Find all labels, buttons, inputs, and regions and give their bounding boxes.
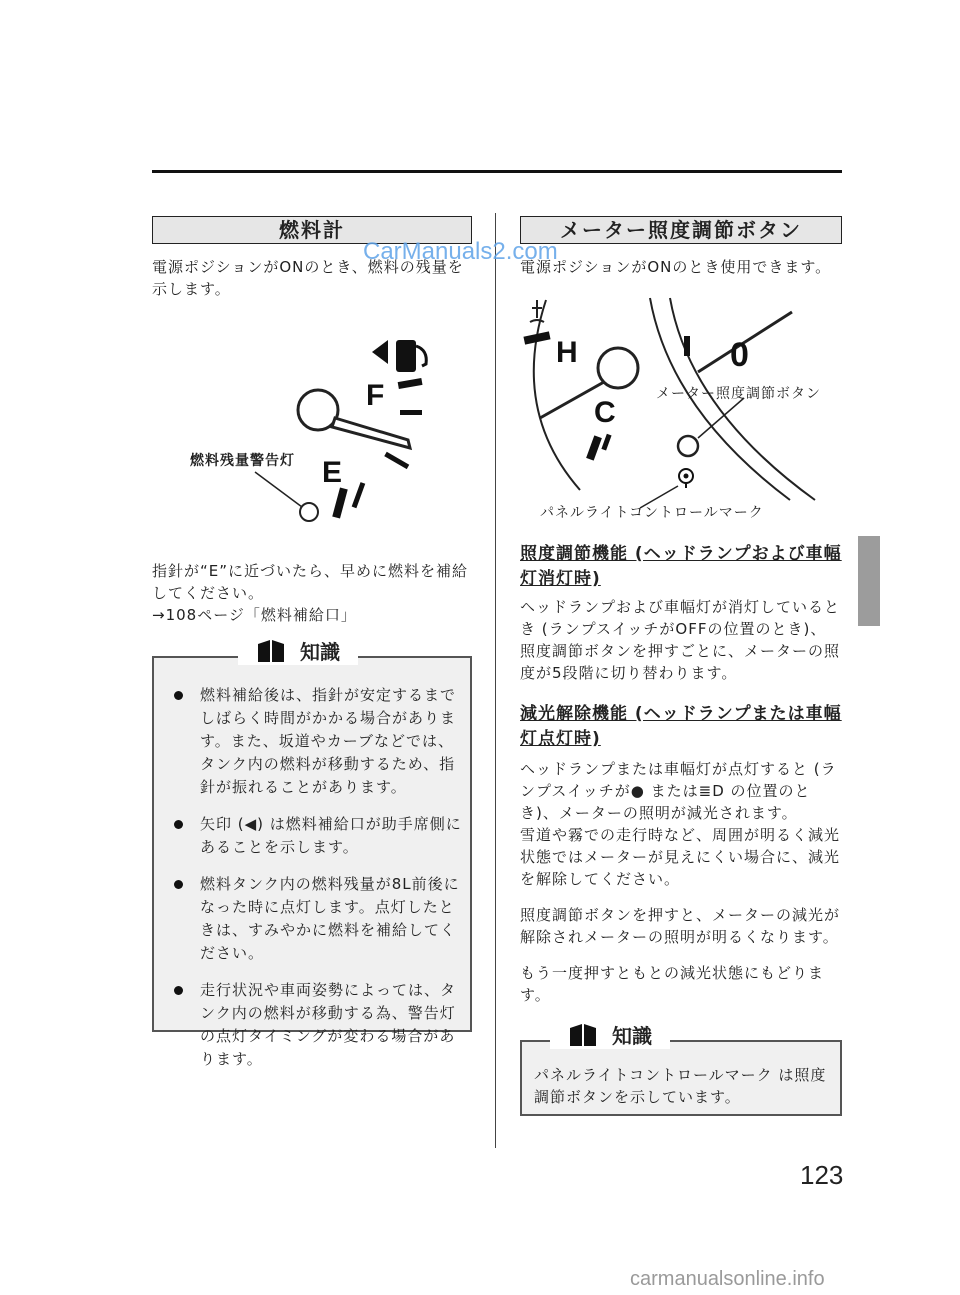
book-icon [256,638,286,664]
gauge-needle [332,418,410,448]
fuel-gauge-intro: 電源ポジションがONのとき、燃料の残量を示します。 [152,258,464,298]
footer-watermark: carmanualsonline.info [630,1268,825,1290]
right-note-header [550,1020,670,1049]
fuel-gauge-description: 指針が“E”に近づいたら、早めに燃料を補給してください。 [152,562,469,602]
fuel-gauge-illustration [160,330,470,530]
panel-light-control-icon [679,469,693,488]
left-note-list [168,684,468,1085]
watermark: CarManuals2.com [363,238,558,265]
page-number: 123 [800,1160,844,1190]
fuel-pump-icon [396,340,416,372]
fuel-gauge-reference: →108ページ「燃料補給口」 [152,606,357,624]
dimmer-button[interactable] [678,436,698,456]
left-note-title: 知識 [300,640,340,664]
note-item: 燃料補給後は、指針が安定するまでしばらく時間がかかる場合があります。また、坂道やカーブなどでは、タンク内の燃料が移動するため、指針が振れることがあります。 [168,684,468,799]
right-note-text: パネルライトコントロールマーク は照度調節ボタンを示しています。 [534,1066,827,1106]
dimmer-button-label: メーター照度調節ボタン [656,386,821,402]
fuel-door-arrow-icon [372,340,388,364]
left-note-box [152,640,472,1068]
dimming-function-body: ヘッドランプおよび車幅灯が消灯しているとき (ランプスイッチがOFFの位置のとき)、照度調節ボタンを押すごとに、メーターの照度が5段階に切り替わります。 [520,598,841,682]
low-fuel-warning-lamp [300,503,318,521]
chapter-tab [858,536,880,626]
note-item: 燃料タンク内の燃料残量が8L前後になった時に点灯します。点灯したときは、すみやかに燃料を補給してください。 [168,873,468,965]
book-icon [568,1022,598,1048]
dim-cancel-body-1: ヘッドランプまたは車幅灯が点灯すると (ランプスイッチが● または≣D の位置のとき)、メーターの照明が減光されます。 [520,760,837,822]
gauge-c-letter: C [594,396,616,429]
dimmer-illustration [520,290,842,520]
dim-cancel-body-3: 照度調節ボタンを押すと、メーターの減光が解除されメーターの照明が明るくなります。 [520,906,841,946]
gauge-e-letter: E [322,456,343,489]
gauge-f-letter: F [366,379,385,412]
dimmer-title: メーター照度調節ボタン [520,216,842,244]
speedometer-digit: 0 [730,336,749,374]
note-item: 矢印 (◀) は燃料補給口が助手席側にあることを示します。 [168,813,468,859]
note-item: 走行状況や車両姿勢によっては、タンク内の燃料が移動する為、警告灯の点灯タイミングが変わる場合があります。 [168,979,468,1071]
dim-cancel-body-2: 雪道や霧での走行時など、周囲が明るく減光状態ではメーターが見えにくい場合に、減光を解除してください。 [520,826,841,888]
gauge-h-letter: H [556,336,578,369]
fuel-gauge-title: 燃料計 [152,216,472,244]
left-note-header [238,636,358,665]
column-divider [495,213,496,1148]
dim-cancel-body-4: もう一度押すともとの減光状態にもどります。 [520,964,825,1004]
right-note-title: 知識 [612,1024,652,1048]
top-rule [152,170,842,173]
dimmer-intro: 電源ポジションがONのとき使用できます。 [520,258,832,276]
right-note-box [520,1024,842,1116]
low-fuel-lamp-label: 燃料残量警告灯 [190,453,295,469]
dimming-function-heading: 照度調節機能 (ヘッドランプおよび車幅灯消灯時) [520,544,842,589]
dim-cancel-heading: 減光解除機能 (ヘッドランプまたは車幅灯点灯時) [520,704,842,749]
panel-mark-label: パネルライトコントロールマーク [540,505,764,521]
